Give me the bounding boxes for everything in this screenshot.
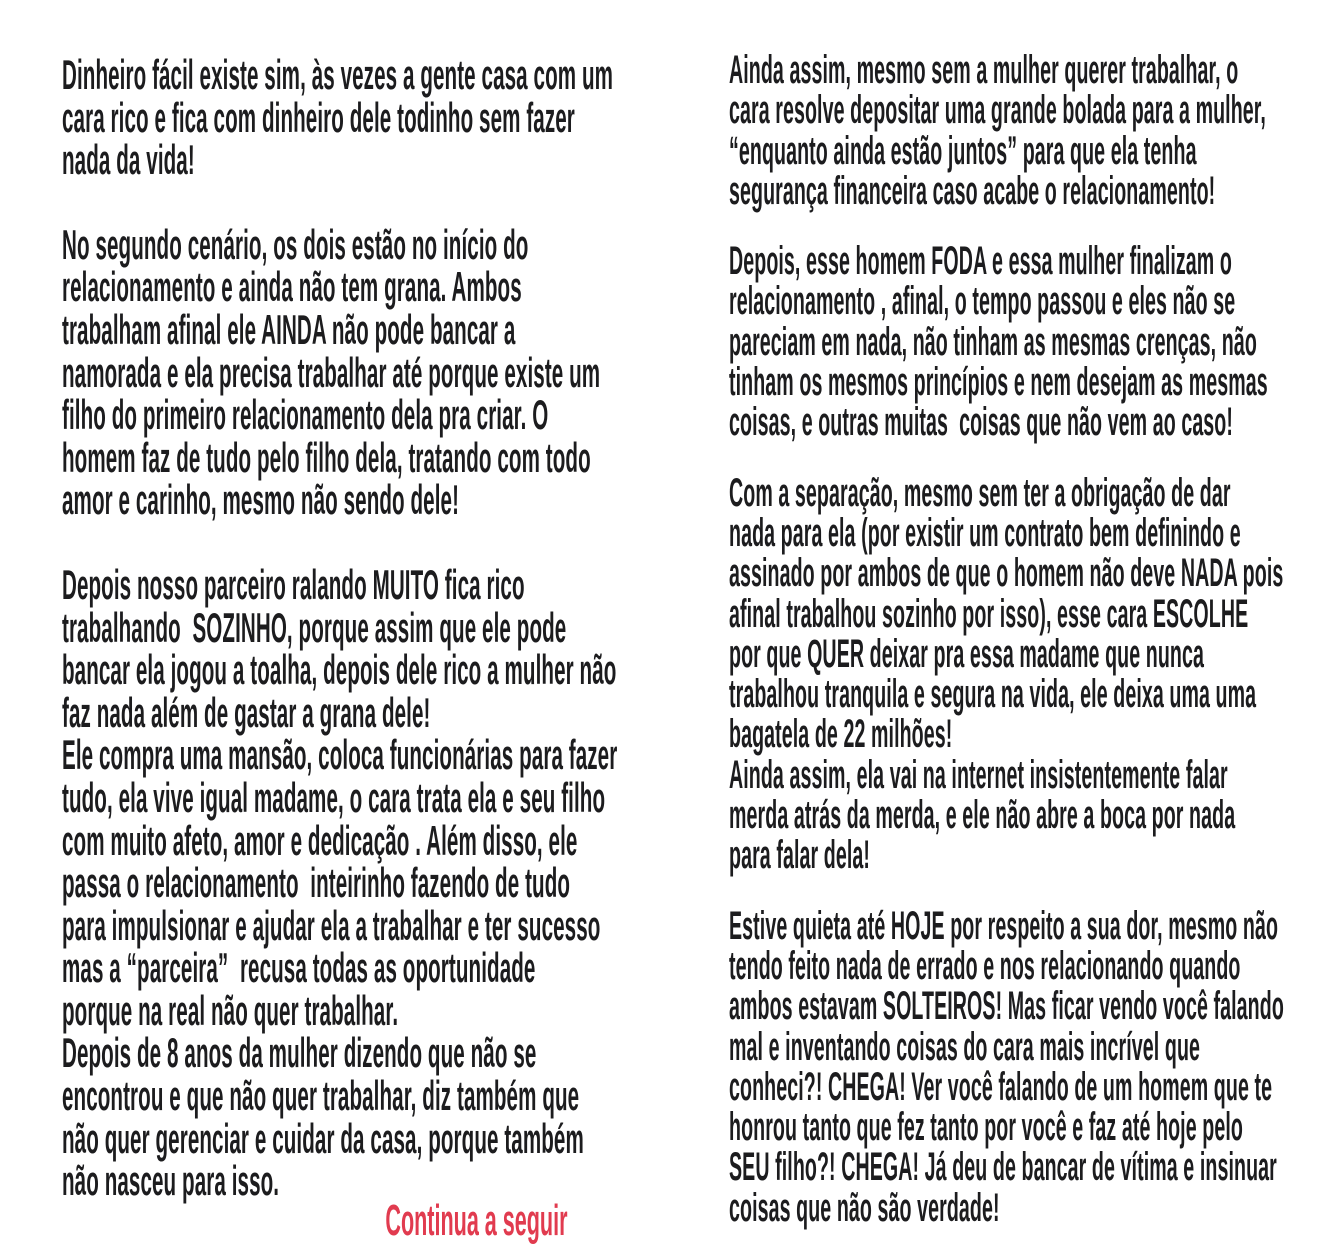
continues-next-label: Continua a seguir xyxy=(385,1195,568,1245)
text-line: relacionamento e ainda não tem grana. Ambos xyxy=(62,263,522,311)
text-line: tendo feito nada de errado e nos relacionando quando xyxy=(729,943,1241,988)
text-line: não quer gerenciar e cuidar da casa, porque também xyxy=(62,1114,584,1162)
text-line: para falar dela! xyxy=(729,833,871,878)
text-line: Depois de 8 anos da mulher dizendo que não se xyxy=(62,1029,537,1077)
text-line: Depois nosso parceiro ralando MUITO fica rico xyxy=(62,560,525,608)
left-column-blocks xyxy=(62,51,670,1205)
right-text-column xyxy=(729,0,1330,1230)
text-line: trabalhou tranquila e segura na vida, ele deixa uma uma xyxy=(729,672,1257,717)
text-line: afinal trabalhou sozinho por isso), esse cara ESCOLHE xyxy=(729,591,1249,636)
text-line: mal e inventando coisas do cara mais incrível que xyxy=(729,1024,1201,1069)
text-line: pareciam em nada, não tinham as mesmas crenças, não xyxy=(729,319,1257,364)
paragraph xyxy=(62,51,670,184)
paragraph xyxy=(62,220,670,524)
text-line: bancar ela jogou a toalha, depois dele rico a mulher não xyxy=(62,646,617,694)
paragraph xyxy=(729,470,1329,878)
text-line: porque na real não quer trabalhar. xyxy=(62,986,399,1034)
right-column-content xyxy=(729,0,1329,1228)
text-line: Estive quieta até HOJE por respeito a sua dor, mesmo não xyxy=(729,903,1279,948)
text-line: conheci?! CHEGA! Ver você falando de um homem que te xyxy=(729,1064,1273,1109)
paragraph xyxy=(729,903,1329,1230)
text-line: honrou tanto que fez tanto por você e faz até hoje pelo xyxy=(729,1105,1243,1150)
text-line: bagatela de 22 milhões! xyxy=(729,712,953,757)
text-line: Ele compra uma mansão, coloca funcionárias para fazer xyxy=(62,731,618,779)
text-line: para impulsionar e ajudar ela a trabalhar e ter sucesso xyxy=(62,901,601,949)
text-line: não nasceu para isso. xyxy=(62,1157,280,1205)
text-line: Ainda assim, ela vai na internet insistentemente falar xyxy=(729,752,1228,797)
text-line: nada para ela (por existir um contrato bem definindo e xyxy=(729,510,1241,555)
text-line: relacionamento , afinal, o tempo passou e eles não se xyxy=(729,279,1236,324)
text-line: mas a “parceira” recusa todas as oportunidade xyxy=(62,944,536,992)
text-line: coisas que não são verdade! xyxy=(729,1185,1000,1230)
text-line: encontrou e que não quer trabalhar, diz também que xyxy=(62,1072,580,1120)
text-line: com muito afeto, amor e dedicação . Além disso, ele xyxy=(62,816,578,864)
text-line: Com a separação, mesmo sem ter a obrigação de dar xyxy=(729,470,1231,515)
text-line: namorada e ela precisa trabalhar até porque existe um xyxy=(62,348,601,396)
text-line: filho do primeiro relacionamento dela pra criar. O xyxy=(62,391,549,439)
text-line: Dinheiro fácil existe sim, às vezes a gente casa com um xyxy=(62,51,614,98)
text-line: passa o relacionamento inteirinho fazendo de tudo xyxy=(62,859,571,907)
text-line: Depois, esse homem FODA e essa mulher finalizam o xyxy=(729,239,1232,284)
text-line: merda atrás da merda, e ele não abre a boca por nada xyxy=(729,793,1236,838)
text-line: ambos estavam SOLTEIROS! Mas ficar vendo você falando xyxy=(729,984,1284,1029)
text-line: trabalham afinal ele AINDA não pode bancar a xyxy=(62,305,516,353)
text-line: cara rico e fica com dinheiro dele todinho sem fazer xyxy=(62,93,575,141)
text-line: cara resolve depositar uma grande bolada para a mulher, xyxy=(729,88,1266,133)
left-column-content xyxy=(62,0,670,1243)
text-line: por que QUER deixar pra essa madame que nunca xyxy=(729,631,1204,676)
text-line: assinado por ambos de que o homem não deve NADA pois xyxy=(729,551,1284,596)
text-line: Ainda assim, mesmo sem a mulher querer trabalhar, o xyxy=(729,48,1239,92)
text-line: SEU filho?! CHEGA! Já deu de bancar de vítima e insinuar xyxy=(729,1145,1277,1190)
text-line: “enquanto ainda estão juntos” para que ela tenha xyxy=(729,128,1197,173)
text-line: faz nada além de gastar a grana dele! xyxy=(62,688,431,736)
paragraph xyxy=(729,50,1329,211)
text-line: tudo, ela vive igual madame, o cara trata ela e seu filho xyxy=(62,773,606,821)
text-line: nada da vida! xyxy=(62,136,195,184)
text-line: trabalhando SOZINHO, porque assim que ele pode xyxy=(62,603,567,651)
text-line: No segundo cenário, os dois estão no início do xyxy=(62,220,529,268)
text-line: homem faz de tudo pelo filho dela, tratando com todo xyxy=(62,433,591,481)
text-line: tinham os mesmos princípios e nem desejam as mesmas xyxy=(729,360,1268,405)
text-line: coisas, e outras muitas coisas que não vem ao caso! xyxy=(729,400,1234,445)
left-text-column xyxy=(62,0,670,1245)
paragraph xyxy=(729,239,1329,445)
text-line: segurança financeira caso acabe o relacionamento! xyxy=(729,168,1216,213)
right-column-blocks xyxy=(729,50,1329,1228)
text-line: amor e carinho, mesmo não sendo dele! xyxy=(62,476,460,524)
paragraph xyxy=(62,560,670,1205)
